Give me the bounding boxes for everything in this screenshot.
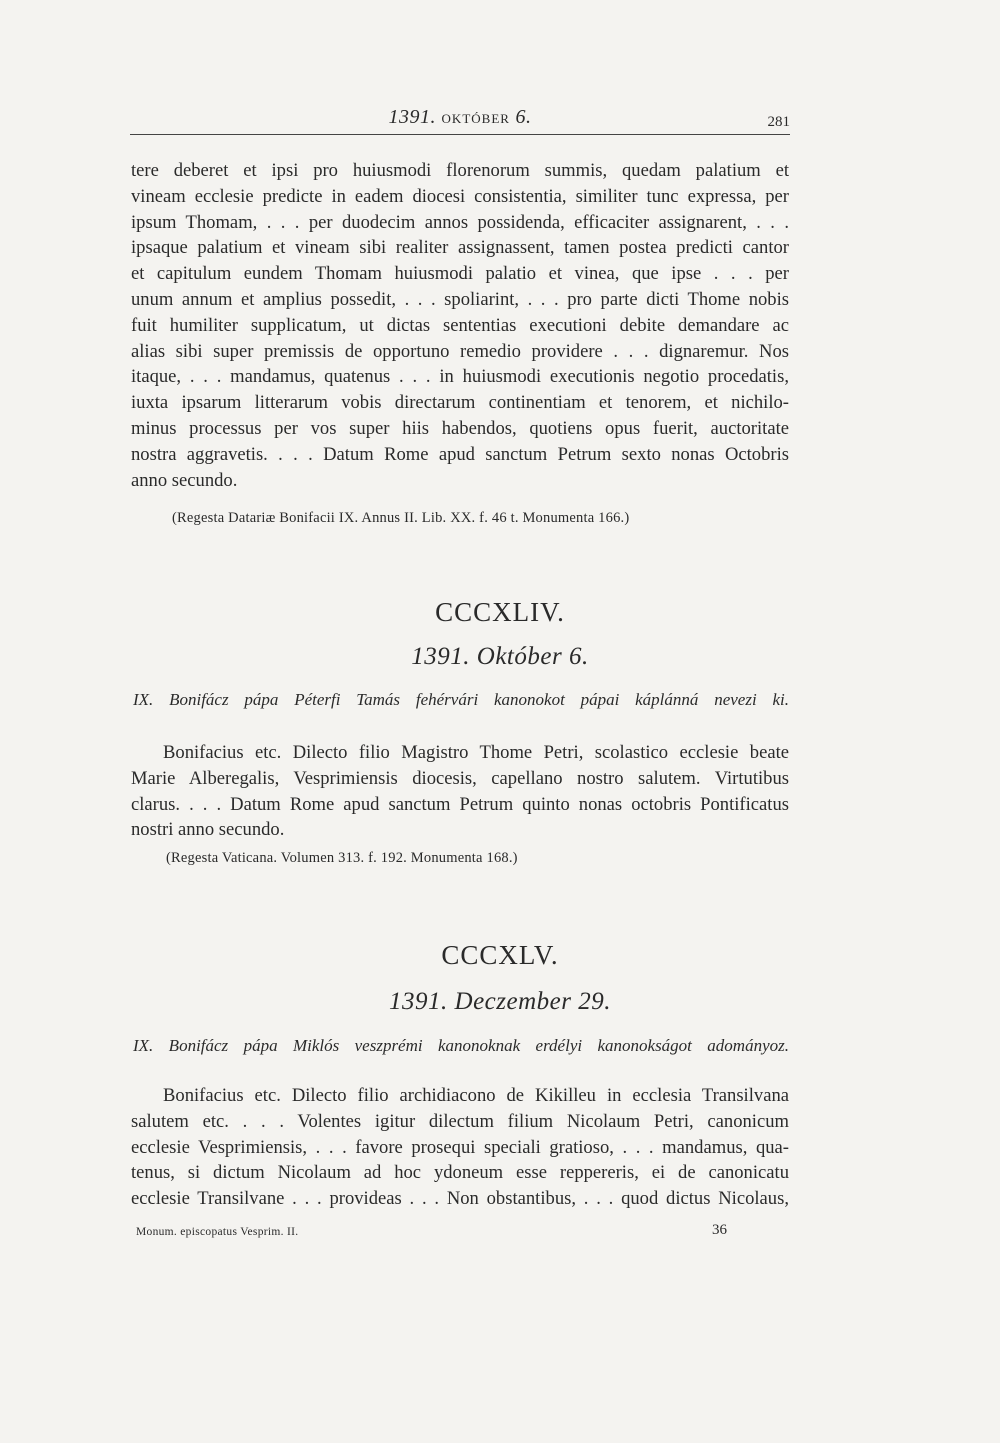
- document-summary: IX. Bonifácz pápa Miklós veszprémi kanonoknak erdélyi kanonokságot adományoz.: [133, 1036, 789, 1055]
- text-line: Bonifacius etc. Dilecto filio archidiacono de Kikilleu in ecclesia Transilvana: [163, 1085, 789, 1106]
- text-line: unum annum et amplius possedit, . . . spoliarint, . . . pro parte dicti Thome nobis: [131, 288, 789, 310]
- continuation-paragraph: [131, 158, 789, 493]
- text-line: tere deberet et ipsi pro huiusmodi florenorum summis, quedam palatium et: [131, 160, 789, 181]
- text-line: Marie Alberegalis, Vesprimiensis diocesis, capellano nostro salutem. Virtutibus: [131, 767, 789, 789]
- text-line: nostri anno secundo.: [131, 819, 285, 841]
- text-line: salutem etc. . . . Volentes igitur dilectum filium Nicolaum Petri, canonicum: [131, 1110, 789, 1132]
- text-line: minus processus per vos super hiis habendos, quotiens opus fuerit, auctoritate: [131, 417, 789, 439]
- text-line: ipsaque palatium et vineam sibi realiter assignassent, tamen postea predicti cantor: [131, 237, 789, 259]
- document-date: 1391. Október 6.: [411, 643, 589, 670]
- header-day: 6.: [515, 106, 532, 128]
- source-note: (Regesta Vaticana. Volumen 313. f. 192. Monumenta 168.): [166, 850, 518, 866]
- source-note: (Regesta Datariæ Bonifacii IX. Annus II. Lib. XX. f. 46 t. Monumenta 166.): [172, 510, 630, 526]
- page-number: 281: [767, 114, 790, 130]
- document-text: [131, 1083, 789, 1212]
- text-line: ecclesie Transilvane . . . provideas . . . Non obstantibus, . . . quod dictus Nicolaus,: [131, 1188, 789, 1210]
- text-line: itaque, . . . mandamus, quatenus . . . in huiusmodi executionis negotio procedatis,: [131, 366, 789, 388]
- document-text: [131, 740, 789, 843]
- text-line: vineam ecclesie predicte in eadem diocesi consistentia, similiter tunc expressa, per: [131, 185, 789, 207]
- header-year: 1391.: [388, 106, 437, 128]
- text-line: tenus, si dictum Nicolaum ad hoc ydoneum esse reppereris, ei de canonicatu: [131, 1162, 789, 1184]
- text-line: ecclesie Vesprimiensis, . . . favore prosequi speciali gratioso, . . . mandamus, qua-: [131, 1136, 789, 1158]
- document-numeral: CCCXLIV.: [435, 597, 565, 627]
- document-summary: IX. Bonifácz pápa Péterfi Tamás fehérvári kanonokot pápai káplánná nevezi ki.: [133, 690, 789, 709]
- text-line: nostra aggravetis. . . . Datum Rome apud sanctum Petrum sexto nonas Octobris: [131, 443, 789, 465]
- footer-sheet-number: 36: [712, 1222, 727, 1238]
- text-line: clarus. . . . Datum Rome apud sanctum Petrum quinto nonas octobris Pontificatus: [131, 793, 789, 815]
- text-line: fuit humiliter supplicatum, ut dictas sententias executioni debite demandare ac: [131, 314, 789, 336]
- document-numeral: CCCXLV.: [441, 940, 559, 970]
- text-line: Bonifacius etc. Dilecto filio Magistro Thome Petri, scolastico ecclesie beate: [163, 742, 789, 763]
- footer-signature: Monum. episcopatus Vesprim. II.: [136, 1226, 299, 1238]
- text-line: alias sibi super premissis de opportuno remedio providere . . . dignaremur. Nos: [131, 340, 789, 362]
- text-line: anno secundo.: [131, 469, 238, 491]
- running-head: [130, 106, 790, 135]
- running-title: [130, 106, 790, 129]
- text-line: ipsum Thomam, . . . per duodecim annos possidenda, efficaciter assignarent, . . .: [131, 211, 789, 233]
- document-date: 1391. Deczember 29.: [389, 988, 611, 1015]
- text-line: et capitulum eundem Thomam huiusmodi palatio et vinea, que ipse . . . per: [131, 263, 789, 285]
- header-month: OKTÓBER: [441, 111, 510, 126]
- text-line: iuxta ipsarum litterarum vobis directarum continentiam et tenorem, et nichilo-: [131, 392, 789, 414]
